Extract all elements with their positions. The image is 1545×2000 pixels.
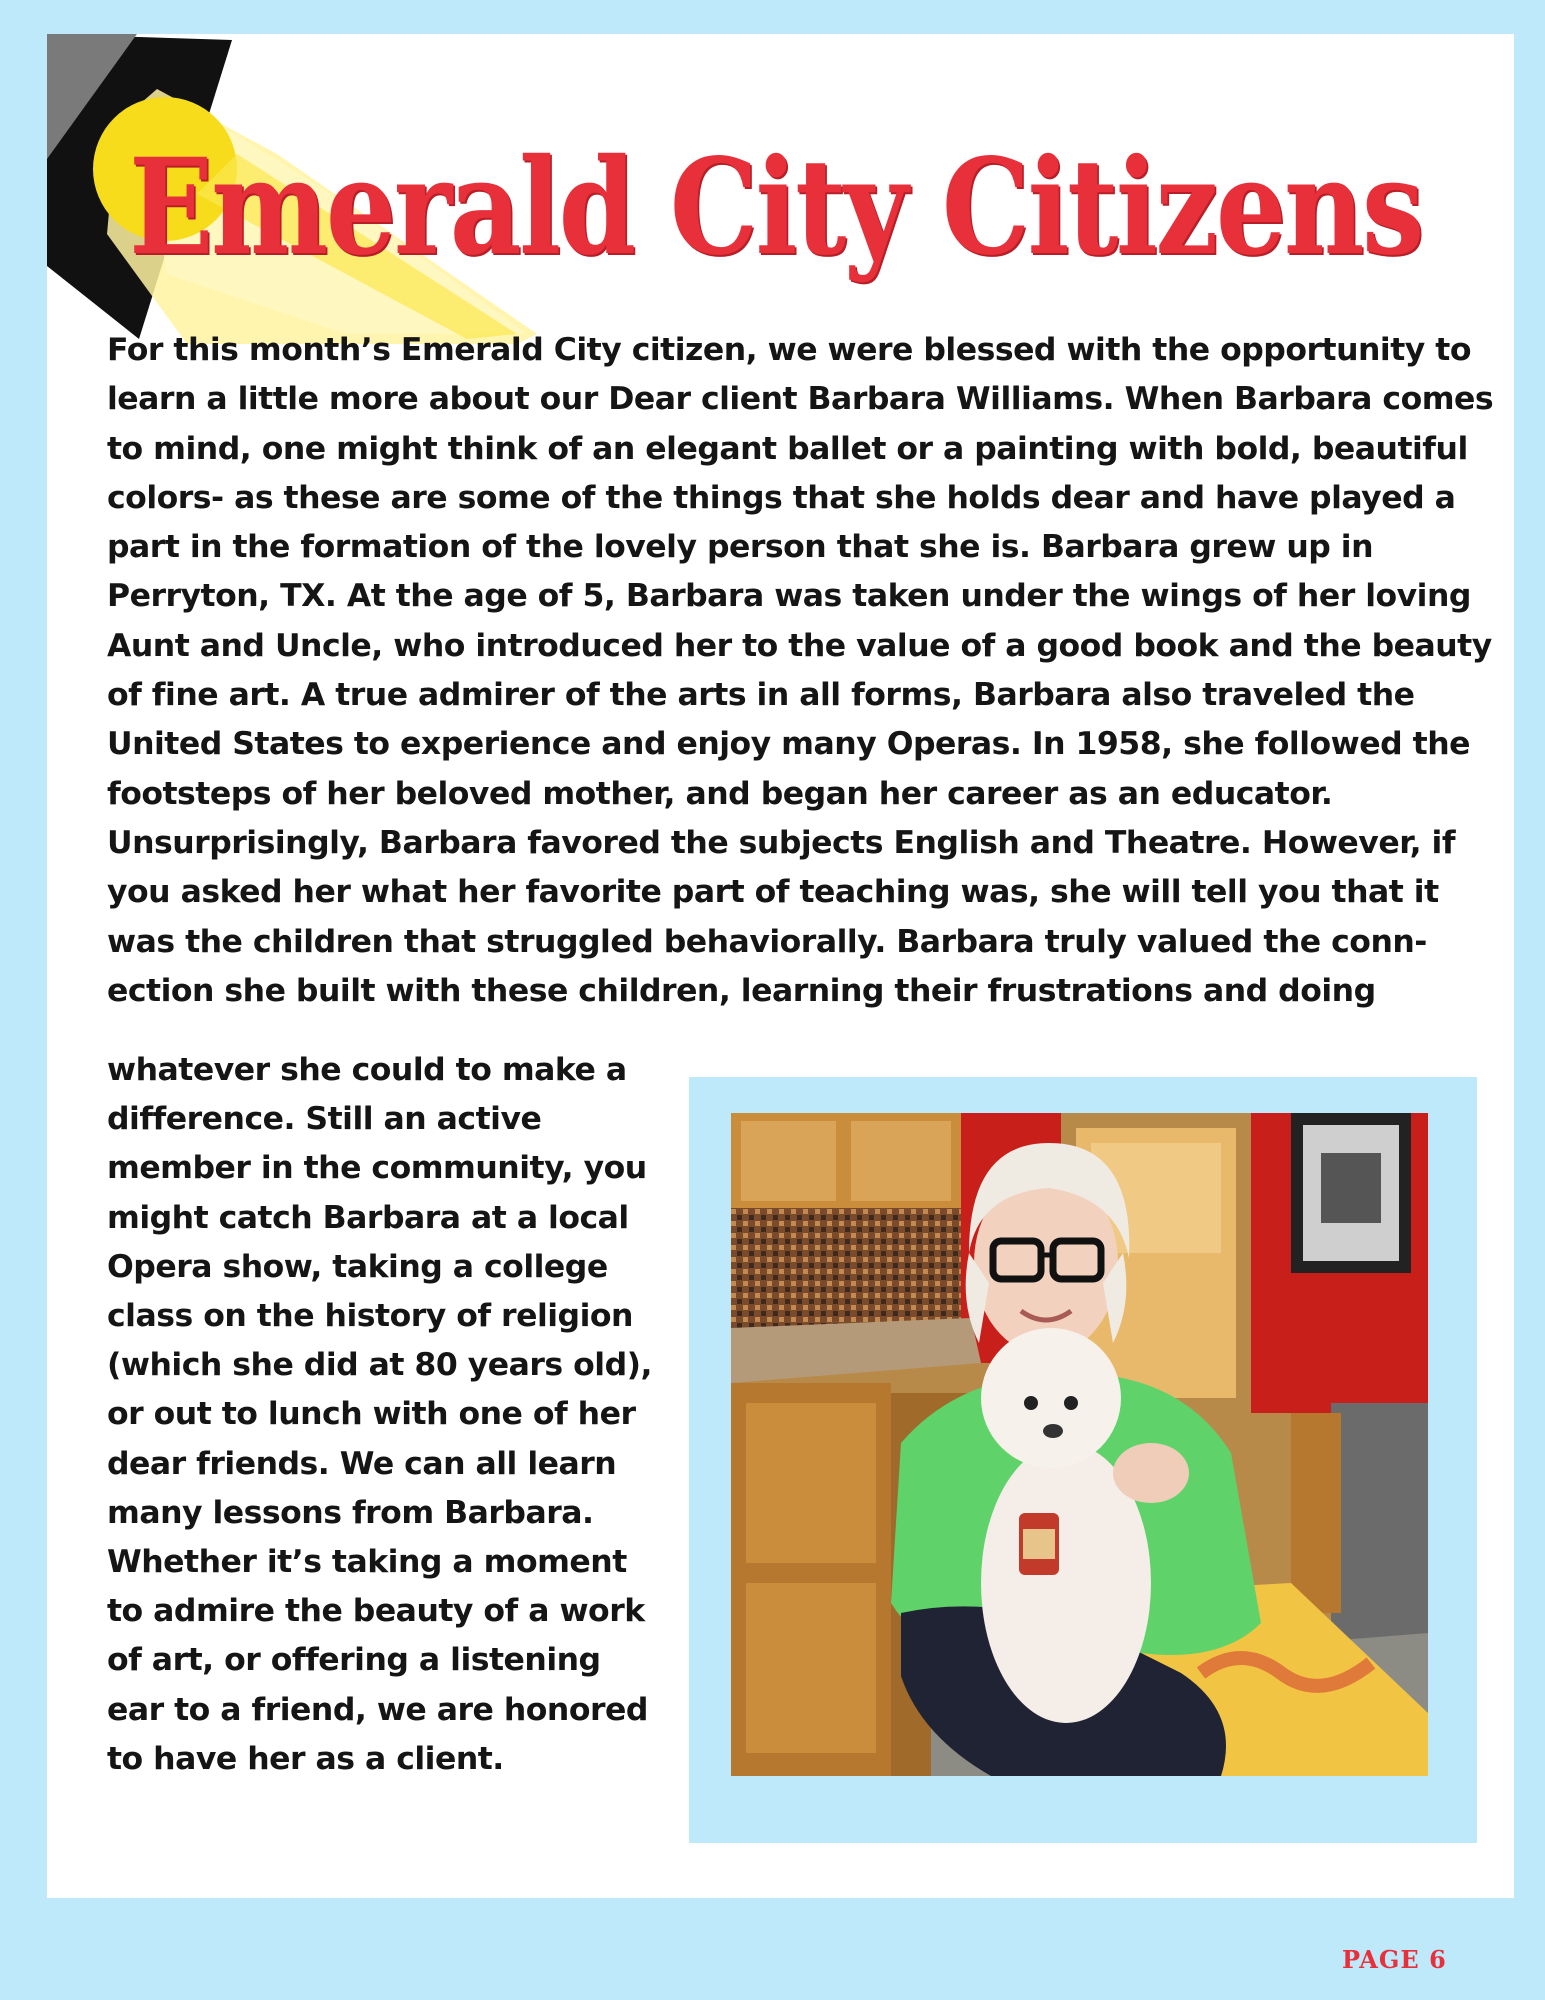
photo-frame	[689, 1077, 1477, 1843]
newsletter-title: Emerald City Citizens	[129, 130, 1422, 285]
article-paragraph-full-width: For this month’s Emerald City citizen, we were blessed with the opportunity to learn a little more about our Dear client Barbara Williams. When Barbara comes to mind, one might think of an elegant ballet or a painting with bold, beautiful colors- as these are some of the things that she holds dear and have played a part in the formation of the lovely person that she is. Barbara grew up in Perryton, TX. At the age of 5, Barbara was taken under the wings of her loving Aunt and Uncle, who introduced her to the value of a good book and the beauty of fine art. A true admirer of the arts in all forms, Barbara also traveled the United States to experience and enjoy many Operas. In 1958, she followed the footsteps of her beloved mother, and began her career as an educator. Unsurprisingly, Barbara favored the subjects English and Theatre. However, if you asked her what her favorite part of teaching was, she will tell you that it was the children that struggled behaviorally. Barbara truly valued the conn-ection she built with these children, learning their frustrations and doing	[107, 332, 1494, 1009]
page-number: PAGE 6	[1342, 1945, 1447, 1974]
barbara-with-dog-photo	[731, 1113, 1428, 1776]
newsletter-page	[47, 34, 1514, 1898]
article-paragraph-column: whatever she could to make a difference. Still an active member in the community, you might catch Barbara at a local Opera show, taking a college class on the history of religion (which she did at 80 years old), or out to lunch with one of her dear friends. We can all learn many lessons from Barbara. Whether it’s taking a moment to admire the beauty of a work of art, or offering a listening ear to a friend, we are honored to have her as a client.	[107, 1052, 652, 1777]
